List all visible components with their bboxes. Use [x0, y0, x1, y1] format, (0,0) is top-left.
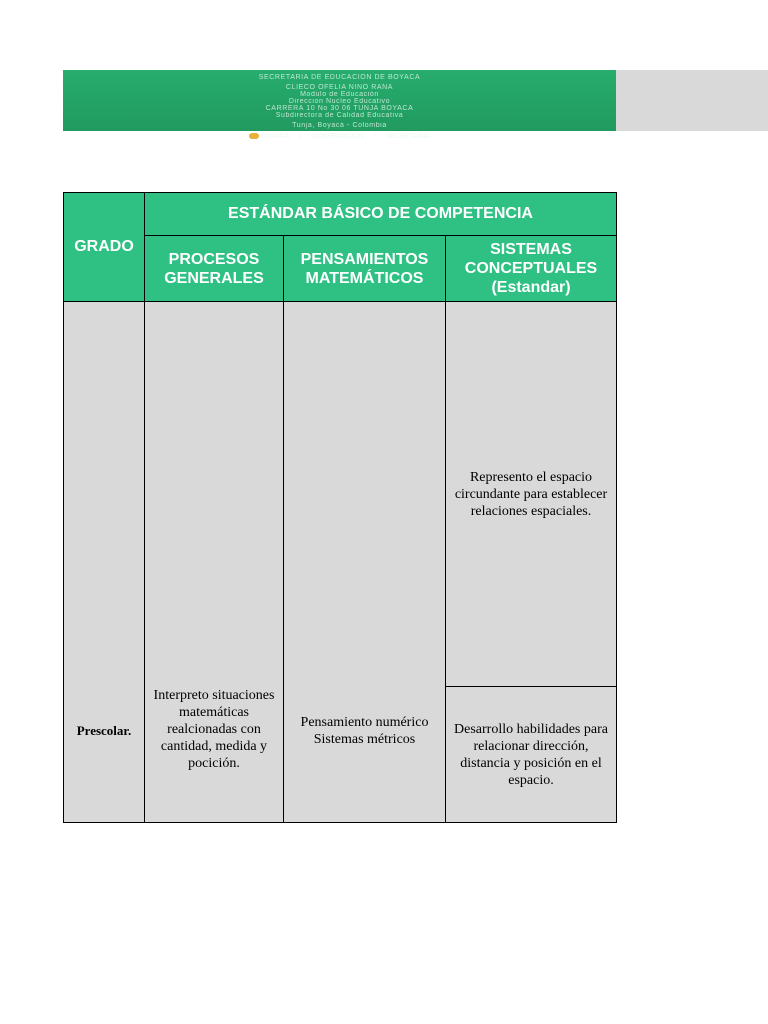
secretaria-logo: SECRETARIA — [385, 133, 431, 140]
pensamientos-header: PENSAMIENTOS MATEMÁTICOS — [284, 236, 446, 302]
grado-header: GRADO — [64, 193, 145, 302]
banner-line: Subdirectora de Calidad Educativa — [275, 112, 404, 119]
procesos-header: PROCESOS GENERALES — [145, 236, 284, 302]
standard-header: ESTÁNDAR BÁSICO DE COMPETENCIA — [145, 193, 617, 236]
banner-line: CARRERA 10 No 30 06 TUNJA BOYACA — [265, 105, 414, 112]
divider: | — [299, 133, 302, 140]
banner-logos — [63, 133, 616, 140]
pensamientos-cell: Pensamiento numérico Sistemas métricos — [284, 302, 446, 823]
sistemas-header: SISTEMAS CONCEPTUALES (Estandar) — [446, 236, 617, 302]
divider: / — [373, 133, 376, 140]
grade-cell: Prescolar. — [64, 302, 145, 823]
gobernacion-logo: GOBERNACION — [311, 133, 364, 140]
banner-line: CLIECO OFELIA NINO RANA — [285, 84, 394, 91]
boyaca-logo: BOYACA — [249, 133, 290, 140]
header-row-top — [64, 193, 617, 236]
banner-line: Tunja, Boyacá - Colombia — [292, 122, 387, 129]
header-row-sub — [64, 236, 617, 302]
banner-line: SECRETARIA DE EDUCACION DE BOYACA — [258, 74, 421, 81]
sistemas-cell-2: Desarrollo habilidades para relacionar dirección, distancia y posición en el espacio. — [446, 687, 617, 823]
standards-table — [63, 192, 617, 823]
header-banner — [63, 70, 616, 140]
seal-icon — [249, 133, 259, 139]
procesos-cell: Interpreto situaciones matemáticas realcionadas con cantidad, medida y pocición. — [145, 302, 284, 823]
banner-line: Modulo de Educación — [300, 91, 379, 98]
sistemas-cell-1: Represento el espacio circundante para establecer relaciones espaciales. — [446, 302, 617, 687]
table-row — [64, 302, 617, 687]
banner-line: Direccion Nucleo Educativo — [288, 98, 391, 105]
